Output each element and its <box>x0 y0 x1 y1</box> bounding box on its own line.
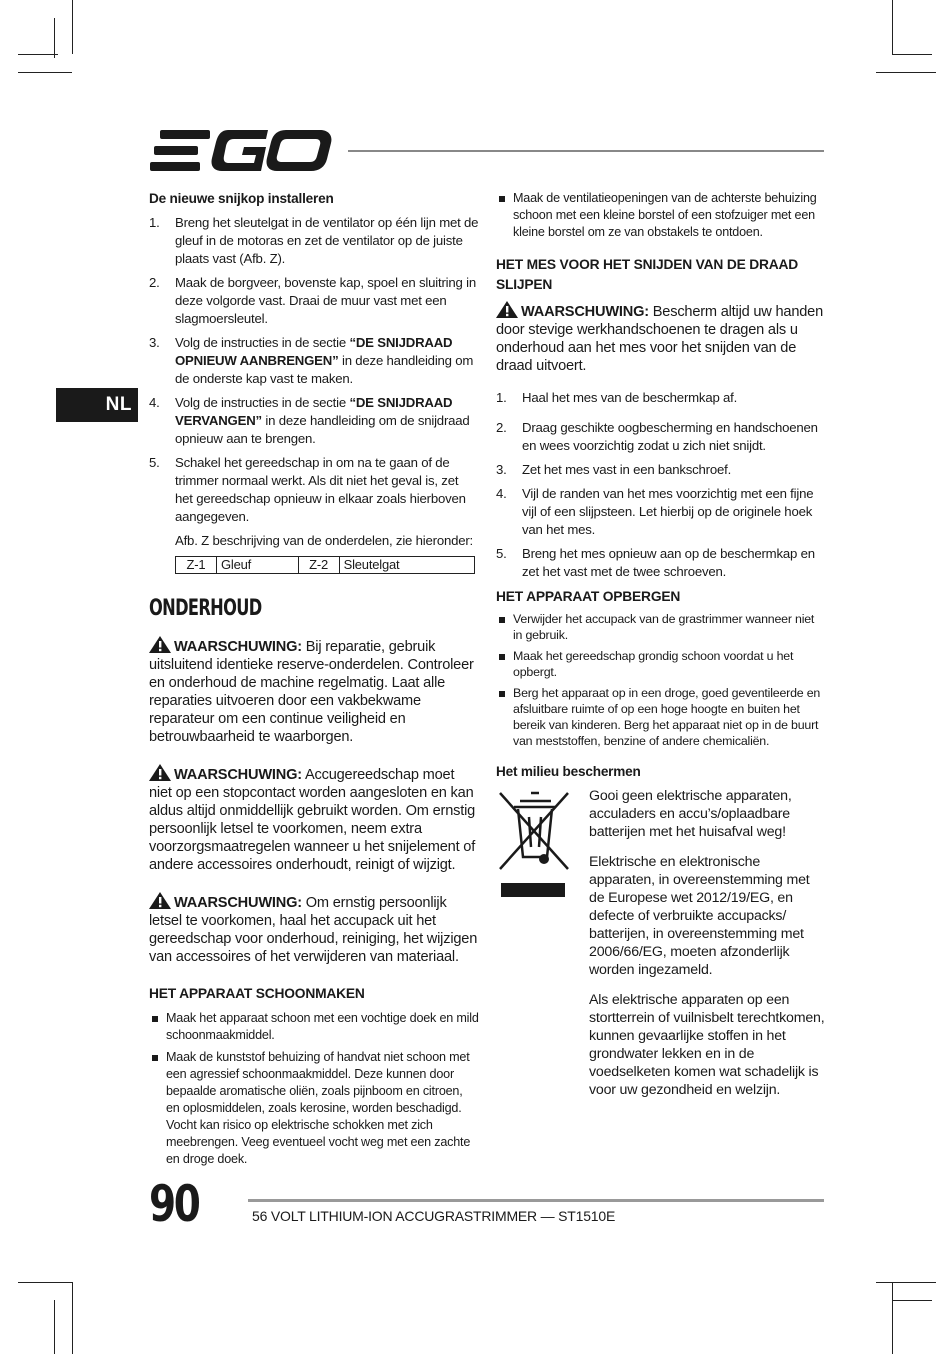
section-title: ONDERHOUD <box>149 596 262 621</box>
warning-triangle-icon <box>149 764 171 781</box>
warning-triangle-icon <box>149 636 171 653</box>
warning-triangle-icon <box>149 892 171 909</box>
warning-text: Om ernstig persoonlijk letsel te voorkomen, haal het accupack uit het gereedschap voor onderhoud, reiniging, het wijzigen van accessoires of het verwijderen van materiaal. <box>149 895 478 965</box>
parts-table <box>175 556 475 574</box>
list-item <box>149 454 479 526</box>
install-heading: De nieuwe snijkop installeren <box>149 191 334 206</box>
step-text: Volg de instructies in de sectie <box>175 395 350 410</box>
section-reference: “DE SNIJDRAAD VERVANGEN” <box>175 395 453 428</box>
step-text: Volg de instructies in de sectie <box>175 335 350 350</box>
warning-label: WAARSCHUWING: <box>174 895 302 911</box>
env-paragraph: Als elektrische apparaten op een stortterrein of vuilnisbelt terechtkomen, kunnen gevaarlijke stoffen in het grondwater lekken en in de voedselketen komen wat schadelijk is voor uw gezondheid en welzijn. <box>589 992 825 1098</box>
environment-section <box>496 787 826 1099</box>
warning-block <box>149 764 479 874</box>
right-column <box>496 190 826 1111</box>
crop-mark <box>72 0 73 54</box>
step-number: 5. <box>496 546 507 561</box>
list-item <box>149 274 479 328</box>
part-code: Z-2 <box>298 557 339 574</box>
list-item: Verwijder het accupack van de grastrimmer wanneer niet in gebruik. <box>496 611 826 643</box>
footer-title: 56 VOLT LITHIUM-ION ACCUGRASTRIMMER — ST1510E <box>252 1208 616 1224</box>
clean-heading: HET APPARAAT SCHOONMAKEN <box>149 986 365 1001</box>
list-item <box>149 214 479 268</box>
crop-mark <box>876 1282 936 1283</box>
env-paragraph: Gooi geen elektrische apparaten, acculaders en accu’s/oplaadbare batterijen met het huisafval weg! <box>589 788 792 840</box>
step-text: Haal het mes van de beschermkap af. <box>522 390 738 405</box>
crop-mark <box>54 18 55 58</box>
vent-list <box>496 190 826 241</box>
step-number: 3. <box>496 462 507 477</box>
language-tab: NL <box>56 388 138 422</box>
step-number: 3. <box>149 335 160 350</box>
step-text: Breng het mes opnieuw aan op de beschermkap en zet het vast met de twee schroeven. <box>522 546 815 579</box>
section-reference: “DE SNIJDRAAD OPNIEUW AANBRENGEN” <box>175 335 453 368</box>
install-steps <box>149 214 479 526</box>
list-item: Maak de kunststof behuizing of handvat niet schoon met een agressief schoonmaakmiddel. Deze kunnen door bepaalde aromatische oliën, zoals pijnboom en citroen, en oplosmiddelen, zoals kerosine, worden beschadigd. Vocht kan risico op elektrische schokken met zich meebrengen. Veeg eventueel vocht weg met een zachte en droge doek. <box>149 1049 479 1168</box>
storage-list <box>496 611 826 749</box>
step-text: Draag geschikte oogbescherming en handschoenen en wees voorzichtig zodat u zich niet snijdt. <box>522 420 818 453</box>
crop-mark <box>876 72 936 73</box>
warning-label: WAARSCHUWING: <box>521 304 649 320</box>
step-text: in deze handleiding om de snijdraad opnieuw aan te brengen. <box>175 413 470 446</box>
table-row <box>176 557 475 574</box>
list-item: Berg het apparaat op in een droge, goed geventileerde en afsluitbare ruimte of op een hoge hoogte en buiten het bereik van kinderen. Berg het apparaat niet op in de buurt van meststoffen, benzine of andere chemicaliën. <box>496 685 826 749</box>
list-item <box>496 461 826 479</box>
part-code: Z-1 <box>176 557 217 574</box>
list-item: Maak het apparaat schoon met een vochtige doek en mild schoonmaakmiddel. <box>149 1010 479 1044</box>
crop-mark <box>18 72 72 73</box>
blade-steps <box>496 389 826 581</box>
crop-mark <box>18 1282 72 1283</box>
list-item <box>496 545 826 581</box>
step-text: Vijl de randen van het mes voorzichtig met een fijne vijl of een slijpsteen. Let hierbij op de originele hoek van het mes. <box>522 486 814 537</box>
step-number: 1. <box>149 215 160 230</box>
warning-text: Bij reparatie, gebruik uitsluitend identieke reserve-onderdelen. Controleer en onderhoud de machine regelmatig. Laat alle reparaties uitvoeren door een vakbekwame reparateur om een continue veiligheid en betrouwbaarheid te waarborgen. <box>149 639 474 745</box>
part-name: Sleutelgat <box>339 557 474 574</box>
list-item: Maak de ventilatieopeningen van de achterste behuizing schoon met een kleine borstel of een stofzuiger met een kleine borstel om ze van obstakels te ontdoen. <box>496 190 826 241</box>
warning-block <box>496 301 826 375</box>
crop-mark <box>18 54 58 55</box>
env-paragraph: Elektrische en elektronische apparaten, in overeenstemming met de Europese wet 2012/19/EG, en defecte of verbruikte accupacks/ batterijen, in overeenstemming met 2006/66/EG, moeten afzonderlijk worden ingezameld. <box>589 854 810 978</box>
footer-rule <box>248 1199 824 1202</box>
step-number: 4. <box>149 395 160 410</box>
step-text: in deze handleiding om de onderste kap vast te maken. <box>175 353 474 386</box>
warning-label: WAARSCHUWING: <box>174 639 302 655</box>
ego-logo <box>150 130 332 172</box>
page-number: 90 <box>149 1175 199 1233</box>
list-item <box>149 334 479 388</box>
step-text: Zet het mes vast in een bankschroef. <box>522 462 732 477</box>
warning-block <box>149 636 479 746</box>
crop-mark <box>72 1282 73 1354</box>
warning-triangle-icon <box>496 301 518 318</box>
part-name: Gleuf <box>217 557 299 574</box>
warning-text: Accugereedschap moet niet op een stopcontact worden aangesloten en kan aldus altijd onmiddellijk gebruikt worden. Om ernstig persoonlijk letsel te voorkomen, neem extra voorzorgsmaatregelen wanneer u het snijelement of andere accessoires onderhoudt, reinigt of wijzigt. <box>149 767 476 873</box>
crop-mark <box>892 1282 893 1354</box>
env-heading: Het milieu beschermen <box>496 764 641 779</box>
step-number: 2. <box>496 420 507 435</box>
list-item: Maak het gereedschap grondig schoon voordat u het opbergt. <box>496 648 826 680</box>
env-text <box>589 787 826 1099</box>
warning-label: WAARSCHUWING: <box>174 767 302 783</box>
crop-mark <box>892 1300 932 1301</box>
step-text: Maak de borgveer, bovenste kap, spoel en sluitring in deze volgorde vast. Draai de muur vast met een slagmoersleutel. <box>175 275 476 326</box>
header-rule <box>348 150 824 152</box>
blade-heading: HET MES VOOR HET SNIJDEN VAN DE DRAAD SLIJPEN <box>496 257 799 292</box>
list-item <box>496 419 826 455</box>
list-item <box>149 394 479 448</box>
clean-list <box>149 1010 479 1168</box>
step-number: 5. <box>149 455 160 470</box>
warning-text: Bescherm altijd uw handen door stevige werkhandschoenen te dragen als u onderhoud aan het mes voor het snijden van de draad uitvoert. <box>496 304 824 374</box>
step-number: 2. <box>149 275 160 290</box>
crop-mark <box>892 0 893 54</box>
figure-caption: Afb. Z beschrijving van de onderdelen, zie hieronder: <box>175 533 474 548</box>
list-item <box>496 389 826 407</box>
step-text: Breng het sleutelgat in de ventilator op één lijn met de gleuf in de motoras en zet de ventilator op de juiste plaats vast (Afb. Z). <box>175 215 479 266</box>
crossed-out-wheelie-bin-icon <box>496 787 574 902</box>
crop-mark <box>892 54 932 55</box>
warning-block <box>149 892 479 966</box>
step-number: 1. <box>496 390 507 405</box>
crop-mark <box>54 1300 55 1354</box>
list-item <box>496 485 826 539</box>
storage-heading: HET APPARAAT OPBERGEN <box>496 589 681 604</box>
step-number: 4. <box>496 486 507 501</box>
step-text: Schakel het gereedschap in om na te gaan of de trimmer normaal werkt. Als dit niet het geval is, zet het gereedschap opnieuw in elkaar zoals hierboven aangegeven. <box>175 455 466 524</box>
left-column <box>149 190 479 1176</box>
